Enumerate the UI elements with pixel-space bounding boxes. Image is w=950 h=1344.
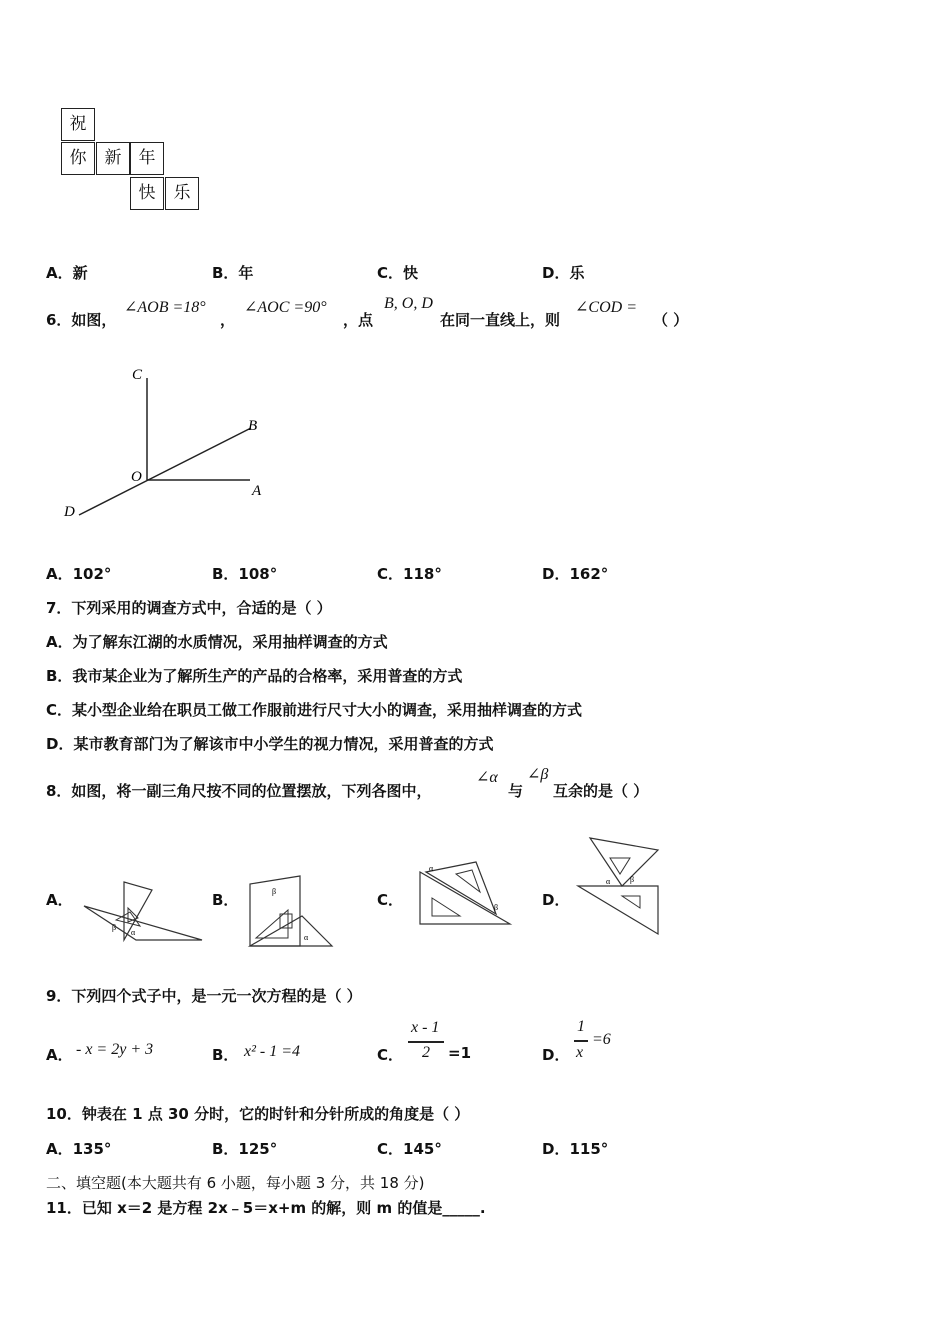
q5-option-a: A．新 xyxy=(46,264,88,282)
q8-option-b-letter: B． xyxy=(212,891,239,909)
q7-stem: 7．下列采用的调查方式中，合适的是（ ） xyxy=(46,599,332,617)
label-d: D xyxy=(64,504,75,520)
fig-d-alpha: α xyxy=(606,877,611,886)
q6-sep2: ，点 xyxy=(343,311,374,329)
fig-d-beta: β xyxy=(630,875,635,884)
q8-option-a-letter: A． xyxy=(46,891,73,909)
q8-option-c-letter: C． xyxy=(377,891,404,909)
q9-option-b-expr: x² - 1 =4 xyxy=(244,1043,301,1060)
fig-a-beta: β xyxy=(112,923,117,932)
q6-paren: （ ） xyxy=(653,311,689,329)
q9-option-d-numerator: 1 xyxy=(577,1018,585,1035)
fig-c-beta: β xyxy=(494,903,499,912)
q9-option-c-fraction-bar xyxy=(408,1041,444,1043)
label-o: O xyxy=(131,469,142,485)
q5-option-c: C．快 xyxy=(377,264,419,282)
q10-stem: 10．钟表在 1 点 30 分时，它的时针和分针所成的角度是（ ） xyxy=(46,1105,470,1123)
fig-b-alpha: α xyxy=(304,933,309,942)
q9-option-c-letter: C． xyxy=(377,1046,404,1064)
q8-mid: 与 xyxy=(508,782,524,800)
q8-suffix: 互余的是（ ） xyxy=(553,782,649,800)
q7-option-c: C．某小型企业给在职员工做工作服前进行尺寸大小的调查，采用抽样调查的方式 xyxy=(46,701,583,719)
net-cell: 祝 xyxy=(61,108,95,141)
net-cell: 乐 xyxy=(165,177,199,210)
q9-option-d-letter: D． xyxy=(542,1046,570,1064)
q6-option-a: A．102° xyxy=(46,565,112,583)
q9-option-d-tail: =6 xyxy=(592,1031,611,1048)
q8-option-d-letter: D． xyxy=(542,891,570,909)
q5-option-b: B．年 xyxy=(212,264,254,282)
q9-option-d-denominator: x xyxy=(576,1044,584,1061)
q10-option-b: B．125° xyxy=(212,1140,278,1158)
fig-b-beta: β xyxy=(272,887,277,896)
q6-math-aob: ∠AOB =18° xyxy=(124,299,206,316)
q10-option-c: C．145° xyxy=(377,1140,442,1158)
q10-option-a: A．135° xyxy=(46,1140,112,1158)
q7-option-d: D．某市教育部门为了解该市中小学生的视力情况，采用普查的方式 xyxy=(46,735,494,753)
q5-option-d: D．乐 xyxy=(542,264,585,282)
net-cell: 快 xyxy=(130,177,164,210)
q6-math-aoc: ∠AOC =90° xyxy=(244,299,327,316)
q9-option-d-fraction-bar xyxy=(574,1040,588,1042)
q6-math-bod: B, O, D xyxy=(384,295,433,312)
q6-angle-figure xyxy=(55,360,285,530)
q8-figure-b xyxy=(244,872,338,952)
q9-option-c-denominator: 2 xyxy=(422,1044,430,1061)
label-b: B xyxy=(248,418,258,434)
q6-mid: 在同一直线上，则 xyxy=(440,311,561,329)
q11-stem: 11．已知 x＝2 是方程 2x﹣5＝x+m 的解，则 m 的值是_____. xyxy=(46,1199,486,1217)
q8-prefix: 8．如图，将一副三角尺按不同的位置摆放，下列各图中， xyxy=(46,782,432,800)
q9-option-a-letter: A． xyxy=(46,1046,73,1064)
fig-a-alpha: α xyxy=(131,928,136,937)
section-2-title: 二、填空题(本大题共有 6 小题，每小题 3 分，共 18 分) xyxy=(46,1174,425,1192)
net-cell: 年 xyxy=(130,142,164,175)
q7-option-a: A．为了解东江湖的水质情况，采用抽样调查的方式 xyxy=(46,633,388,651)
q9-stem: 9．下列四个式子中，是一元一次方程的是（ ） xyxy=(46,987,362,1005)
q8-figure-c xyxy=(416,858,520,930)
q9-option-c-numerator: x - 1 xyxy=(411,1019,440,1036)
q8-figure-d xyxy=(574,834,664,938)
q9-option-c-tail: =1 xyxy=(448,1044,472,1062)
q7-option-b: B．我市某企业为了解所生产的产品的合格率，采用普查的方式 xyxy=(46,667,463,685)
q6-math-cod: ∠COD = xyxy=(575,299,637,316)
q6-sep1: ， xyxy=(220,311,236,329)
fig-c-alpha: α xyxy=(429,864,434,873)
q8-figure-a xyxy=(80,878,210,950)
q6-prefix: 6．如图， xyxy=(46,311,117,329)
net-cell: 新 xyxy=(96,142,130,175)
q6-option-c: C．118° xyxy=(377,565,442,583)
q9-option-b-letter: B． xyxy=(212,1046,239,1064)
q6-option-d: D．162° xyxy=(542,565,609,583)
q8-math-alpha: ∠α xyxy=(476,769,498,786)
q8-math-beta: ∠β xyxy=(527,766,549,783)
net-cell: 你 xyxy=(61,142,95,175)
q6-option-b: B．108° xyxy=(212,565,278,583)
label-a: A xyxy=(252,483,262,499)
line-db xyxy=(79,428,251,515)
q10-option-d: D．115° xyxy=(542,1140,609,1158)
label-c: C xyxy=(132,367,143,383)
q9-option-a-expr: - x = 2y + 3 xyxy=(76,1041,154,1058)
